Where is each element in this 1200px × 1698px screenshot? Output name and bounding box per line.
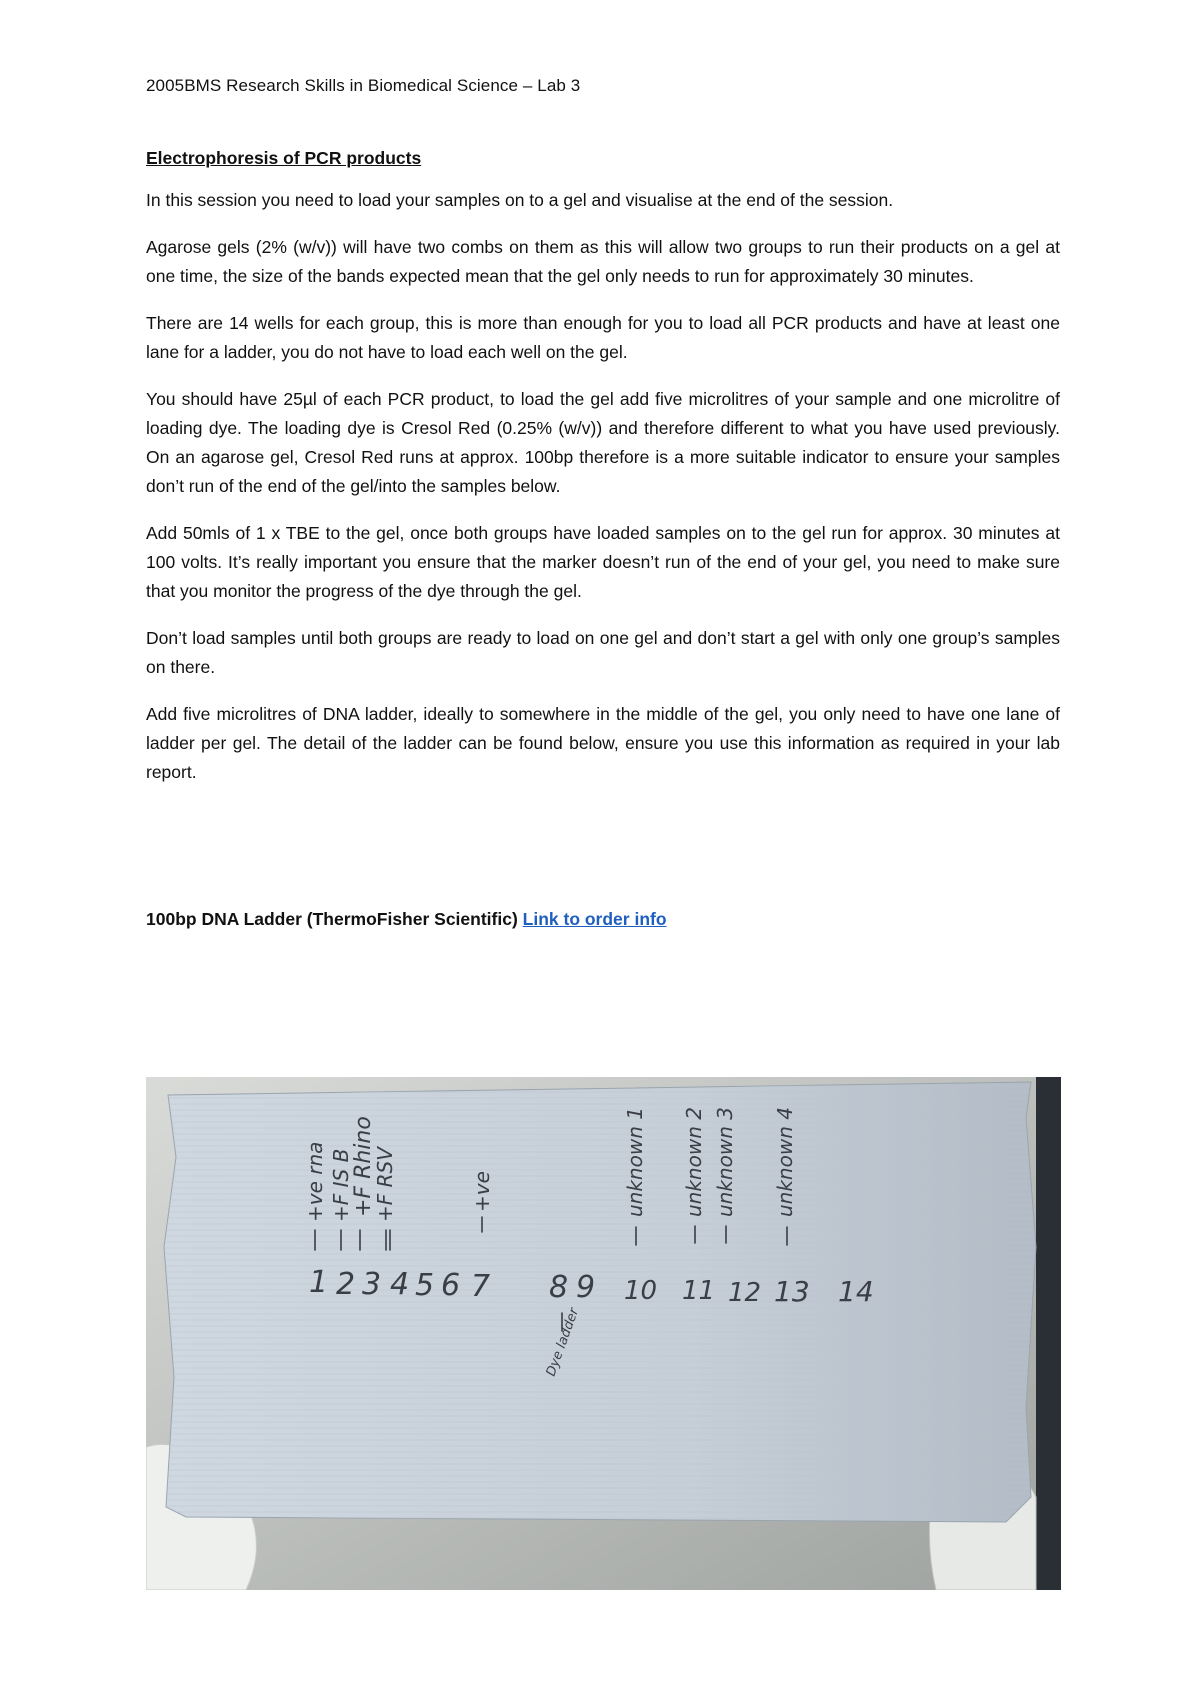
gel-layout-photo <box>146 1077 1061 1590</box>
handwritten-label: +F RSV <box>373 1147 397 1222</box>
paragraph: You should have 25µl of each PCR product, to load the gel add five microlitres of your sample and one microlitre of loading dye. The loading dye is Cresol Red (0.25% (w/v)) and therefore different to what you have used previously. On an agarose gel, Cresol Red runs at approx. 100bp therefore is a more suitable indicator to ensure your samples don’t run of the end of the gel/into the samples below. <box>146 389 1060 496</box>
lane-number: 12 <box>728 1278 762 1308</box>
lane-number: 10 <box>624 1276 658 1306</box>
lane-number: 2 <box>336 1267 356 1302</box>
lane-number: 5 <box>415 1268 435 1303</box>
lane-number: 3 <box>362 1267 382 1302</box>
handwritten-label: unknown 2 <box>682 1107 706 1217</box>
lane-number: 1 <box>309 1265 329 1300</box>
page-header: 2005BMS Research Skills in Biomedical Science – Lab 3 <box>146 76 581 95</box>
lane-number: 8 <box>549 1270 569 1305</box>
lane-number: 7 <box>471 1269 491 1304</box>
ladder-line <box>146 909 667 930</box>
lane-number: 11 <box>682 1276 716 1306</box>
handwritten-label: +ve rna <box>303 1141 327 1222</box>
section-heading: Electrophoresis of PCR products <box>146 148 422 168</box>
handwritten-label: Dye ladder <box>543 1306 583 1379</box>
paragraph: Add five microlitres of DNA ladder, ideally to somewhere in the middle of the gel, you only need to have one lane of ladder per gel. The detail of the ladder can be found below, ensure you use this information as required in your lab report. <box>146 704 1060 782</box>
handwritten-label: unknown 4 <box>773 1107 797 1217</box>
document-body <box>146 148 1060 805</box>
paragraph: Agarose gels (2% (w/v)) will have two combs on them as this will allow two groups to run their products on a gel at one time, the size of the bands expected mean that the gel only needs to run for approximately 30 minutes. <box>146 237 1060 286</box>
paragraph: There are 14 wells for each group, this is more than enough for you to load all PCR products and have at least one lane for a ladder, you do not have to load each well on the gel. <box>146 313 1060 362</box>
handwritten-label: +F IS B <box>329 1148 353 1222</box>
lane-number: 9 <box>576 1270 596 1305</box>
handwritten-label: unknown 1 <box>623 1107 647 1217</box>
lane-number: 4 <box>390 1267 410 1302</box>
handwritten-label: unknown 3 <box>713 1107 737 1217</box>
lane-number: 13 <box>774 1275 810 1308</box>
paragraph: Don’t load samples until both groups are ready to load on one gel and don’t start a gel with only one group’s samples on there. <box>146 628 1060 677</box>
paragraph: Add 50mls of 1 x TBE to the gel, once both groups have loaded samples on to the gel run for approx. 30 minutes at 100 volts. It’s really important you ensure that the marker doesn’t run of the end of your gel, you need to make sure that you monitor the progress of the dye through the gel. <box>146 523 1060 601</box>
paragraph: In this session you need to load your samples on to a gel and visualise at the end of the session. <box>146 190 894 210</box>
ladder-title: 100bp DNA Ladder (ThermoFisher Scientific) <box>146 909 518 929</box>
handwritten-label: +F Rhino <box>351 1116 376 1217</box>
lane-number: 6 <box>441 1268 461 1303</box>
order-info-link[interactable]: Link to order info <box>522 909 667 929</box>
lane-number: 14 <box>838 1275 874 1308</box>
handwritten-label: +ve <box>470 1171 494 1212</box>
